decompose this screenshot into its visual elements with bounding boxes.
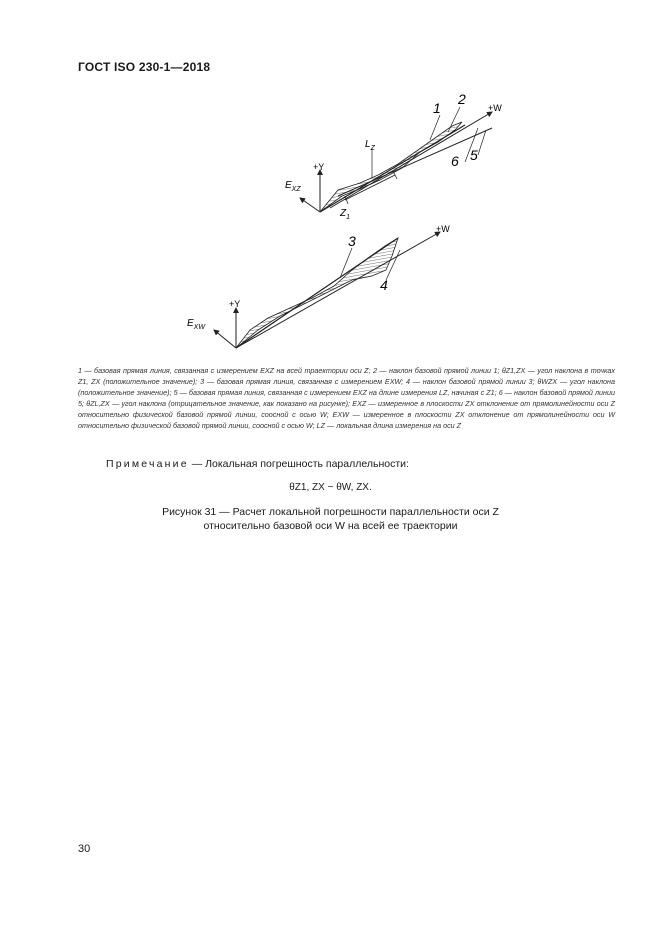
base-line-5 [338,128,492,196]
label-w-top: +W [488,103,502,113]
note-text: — Локальная погрешность параллельности: [188,458,409,470]
base-line-1 [320,125,465,212]
figure-31-diagram [0,0,661,360]
page-number: 30 [78,843,91,855]
figure-caption [0,505,661,533]
formula: θZ1, ZX − θW, ZX. [289,482,372,493]
exz-axis [300,198,320,212]
caption-line-2: относительно базовой оси W на всей ее траектории [203,520,458,532]
top-diagram [285,91,502,221]
label-6: 6 [451,153,459,169]
note-label: Примечание [106,458,189,470]
label-lz: $L_Z$ [365,139,375,152]
figure-legend: 1 — базовая прямая линия, связанная с измерением EXZ на всей траектории оси Z; 2 — наклон базовой прямой линии 1; θZ1,ZX — угол наклона в точках Z1, ZX (положительное значение); 3 — базовая прямая линия, связанная с измерением EXW; 4 — наклон базовой прямой линии 3; θWZX — угол наклона (положительное значение); 5 — базовая прямая линия, связанная с измерением EXZ на длине измерения LZ, начиная с Z1; 6 — наклон базовой прямой линии 5; θZL,ZX — угол наклона (отрицательное значение, как показано на рисунке); EXZ — измеренное в плоскости ZX отклонение от прямолинейности оси Z относительно физической базовой прямой линии, соосной с осью W; EXW — измеренное в плоскости ZX отклонение от прямолинейности оси W относительно физической базовой прямой линии, соосной с осью W; LZ — локальная длина измерения на оси Z [78,366,615,430]
note [106,458,409,470]
label-3: 3 [348,233,356,249]
label-y-bottom: +Y [229,299,241,309]
label-1: 1 [433,100,441,116]
label-y-top: +Y [313,162,325,172]
label-exz: $E_{XZ}$ [285,180,301,193]
label-5: 5 [470,147,478,163]
base-line-3 [236,238,398,348]
caption-line-1: Рисунок 31 — Расчет локальной погрешности параллельности оси Z [162,506,499,518]
exz-deviation-band [320,122,462,212]
label-exw: $E_{XW}$ [187,318,205,331]
w-axis-bottom [236,232,440,348]
exw-axis [214,330,236,348]
standard-title: ГОСТ ISO 230-1—2018 [78,60,211,74]
label-w-bottom: +W [436,224,450,234]
w-axis-top [330,112,492,208]
label-z1: $Z_1$ [340,208,351,221]
label-4: 4 [380,277,388,293]
label-2: 2 [458,91,466,107]
bottom-diagram [187,224,450,348]
